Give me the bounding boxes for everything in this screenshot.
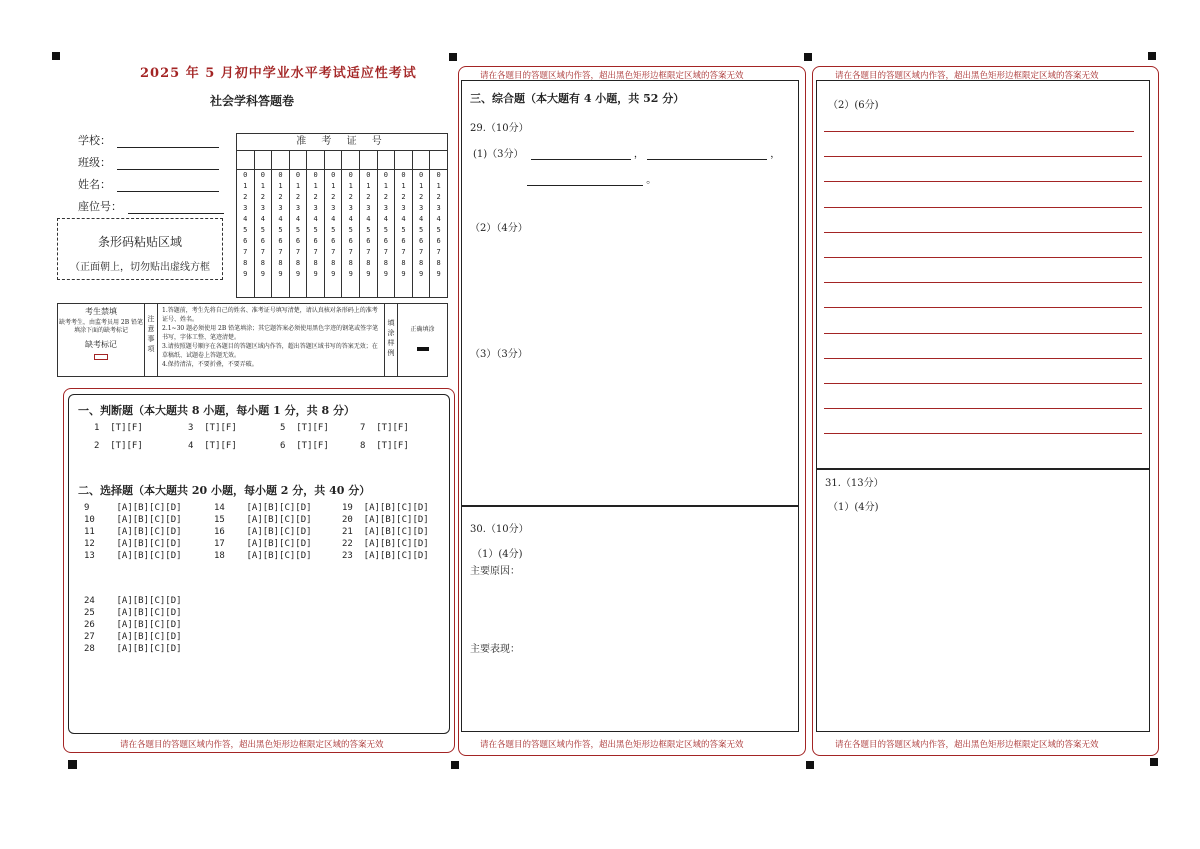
exam-digit-bubble[interactable]: 7 xyxy=(278,248,283,256)
registration-mark xyxy=(68,760,77,769)
exam-digit-bubble[interactable]: 2 xyxy=(348,193,353,201)
exam-digit-bubble[interactable]: 5 xyxy=(278,226,283,234)
exam-digit-bubble[interactable]: 2 xyxy=(295,193,301,201)
exam-digit-bubble[interactable]: 3 xyxy=(418,204,424,212)
exam-digit-bubble[interactable]: 9 xyxy=(436,270,441,278)
exam-digit-bubble[interactable]: 3 xyxy=(383,204,389,212)
exam-digit-bubble[interactable]: 4 xyxy=(278,215,283,223)
exam-digit-bubble[interactable]: 5 xyxy=(331,226,336,234)
mc-item[interactable]: 23 [A][B][C][D] xyxy=(342,551,429,561)
exam-digit-input[interactable] xyxy=(325,151,342,170)
registration-mark xyxy=(1148,52,1156,60)
mc-item[interactable]: 11 [A][B][C][D] xyxy=(84,527,182,537)
writing-line[interactable] xyxy=(824,156,1142,157)
exam-digit-bubble[interactable]: 6 xyxy=(260,237,265,245)
exam-digit-bubble[interactable]: 1 xyxy=(418,182,424,190)
exam-digit-bubble[interactable]: 0 xyxy=(348,171,353,179)
writing-line[interactable] xyxy=(824,433,1142,434)
exam-digit-bubble[interactable]: 2 xyxy=(383,193,389,201)
exam-digit-bubble[interactable]: 8 xyxy=(331,259,336,267)
writing-line[interactable] xyxy=(824,257,1142,258)
exam-digit-bubble[interactable]: 6 xyxy=(278,237,283,245)
part3-title: 三、综合题（本大题有 4 小题，共 52 分） xyxy=(470,92,685,105)
exam-number-label: 准 考 证 号 xyxy=(237,134,447,151)
writing-line[interactable] xyxy=(824,333,1142,334)
mc-item[interactable]: 9 [A][B][C][D] xyxy=(84,503,182,513)
tf-item[interactable]: 3 [T][F] xyxy=(188,423,237,433)
exam-digit-bubble[interactable]: 6 xyxy=(313,237,318,245)
exam-digit-bubble[interactable]: 4 xyxy=(348,215,353,223)
exam-digit-column[interactable] xyxy=(325,151,343,297)
warning-text: 请在各题目的答题区域内作答，超出黑色矩形边框限定区域的答案无效 xyxy=(120,740,384,750)
mc-item[interactable]: 13 [A][B][C][D] xyxy=(84,551,182,561)
exam-digit-bubble[interactable]: 7 xyxy=(366,248,371,256)
tf-item[interactable]: 8 [T][F] xyxy=(360,441,409,451)
exam-digit-bubble[interactable]: 2 xyxy=(278,193,283,201)
warning-text: 请在各题目的答题区域内作答，超出黑色矩形边框限定区域的答案无效 xyxy=(480,71,744,81)
exam-digit-column[interactable] xyxy=(342,151,360,297)
exam-digit-bubble[interactable]: 0 xyxy=(331,171,336,179)
writing-line[interactable] xyxy=(824,232,1142,233)
registration-mark xyxy=(806,761,814,769)
exam-digit-bubble[interactable]: 9 xyxy=(313,270,318,278)
exam-digit-bubble[interactable]: 4 xyxy=(243,215,248,223)
exam-digit-bubble[interactable]: 1 xyxy=(260,182,265,190)
exam-digit-bubble[interactable]: 2 xyxy=(243,193,248,201)
exam-digit-bubble[interactable]: 0 xyxy=(313,171,318,179)
exam-digit-bubble[interactable]: 7 xyxy=(331,248,336,256)
exam-digit-bubble[interactable]: 2 xyxy=(260,193,265,201)
tf-item[interactable]: 6 [T][F] xyxy=(280,441,329,451)
exam-digit-bubble[interactable]: 0 xyxy=(366,171,371,179)
barcode-area xyxy=(57,218,223,280)
exam-digit-bubble[interactable]: 5 xyxy=(313,226,318,234)
exam-digit-bubble[interactable]: 7 xyxy=(418,248,424,256)
tf-item[interactable]: 5 [T][F] xyxy=(280,423,329,433)
exam-digit-bubble[interactable]: 4 xyxy=(295,215,301,223)
correct-label: 正确填涂 xyxy=(410,326,435,333)
exam-digit-bubble[interactable]: 1 xyxy=(366,182,371,190)
main-expression-label: 主要表现： xyxy=(470,644,520,655)
notice-item: 3.请按照题号顺序在各题目的答题区域内作答，超出答题区域书写的答案无效；在草稿纸、试题卷上答题无效。 xyxy=(162,343,378,359)
exam-digit-bubble[interactable]: 9 xyxy=(278,270,283,278)
mc-item[interactable]: 19 [A][B][C][D] xyxy=(342,503,429,513)
mc-item[interactable]: 12 [A][B][C][D] xyxy=(84,539,182,549)
exam-digit-column[interactable] xyxy=(272,151,290,297)
exam-digit-input[interactable] xyxy=(342,151,359,170)
exam-digit-bubble[interactable]: 3 xyxy=(348,204,353,212)
exam-digit-bubble[interactable]: 3 xyxy=(331,204,336,212)
exam-digit-bubble[interactable]: 2 xyxy=(418,193,424,201)
registration-mark xyxy=(1150,758,1158,766)
main-reason-label: 主要原因： xyxy=(470,566,520,577)
q29-label: 29.（10分） xyxy=(470,123,529,134)
exam-digit-bubble[interactable]: 4 xyxy=(313,215,318,223)
exam-digit-bubble[interactable]: 6 xyxy=(418,237,424,245)
exam-digit-bubble[interactable]: 4 xyxy=(418,215,424,223)
name-field[interactable]: 姓名： xyxy=(78,176,219,192)
exam-digit-bubble[interactable]: 2 xyxy=(331,193,336,201)
exam-digit-input[interactable] xyxy=(378,151,395,170)
exam-digit-bubble[interactable]: 5 xyxy=(383,226,389,234)
q29-1-label: (1)（3分） ， ， xyxy=(473,149,781,160)
exam-digit-bubble[interactable]: 1 xyxy=(401,182,406,190)
school-field[interactable]: 学校： xyxy=(78,132,219,148)
answer-blank[interactable] xyxy=(527,176,643,186)
exam-digit-bubble[interactable]: 0 xyxy=(418,171,424,179)
warning-text: 请在各题目的答题区域内作答，超出黑色矩形边框限定区域的答案无效 xyxy=(835,71,1099,81)
example-label: 填涂样例 xyxy=(385,304,398,376)
absent-label: 缺考标记 xyxy=(85,340,117,349)
mc-item[interactable]: 21 [A][B][C][D] xyxy=(342,527,429,537)
exam-digit-input[interactable] xyxy=(395,151,412,170)
mc-item[interactable]: 20 [A][B][C][D] xyxy=(342,515,429,525)
q29-1-line2: 。 xyxy=(527,171,656,186)
tf-item[interactable]: 4 [T][F] xyxy=(188,441,237,451)
exam-digit-column[interactable] xyxy=(395,151,413,297)
exam-digit-bubble[interactable]: 7 xyxy=(243,248,248,256)
exam-digit-bubble[interactable]: 4 xyxy=(331,215,336,223)
exam-digit-bubble[interactable]: 6 xyxy=(383,237,389,245)
q29-3-label: （3）（3分） xyxy=(470,349,528,360)
exam-digit-column[interactable] xyxy=(255,151,273,297)
exam-digit-bubble[interactable]: 7 xyxy=(401,248,406,256)
exam-digit-bubble[interactable]: 9 xyxy=(243,270,248,278)
writing-line[interactable] xyxy=(824,307,1142,308)
exam-digit-bubble[interactable]: 6 xyxy=(366,237,371,245)
exam-digit-bubble[interactable]: 8 xyxy=(401,259,406,267)
mc-item[interactable]: 27 [A][B][C][D] xyxy=(84,632,182,642)
writing-line[interactable] xyxy=(824,408,1142,409)
exam-digit-column[interactable] xyxy=(290,151,308,297)
examinee-text: 缺考考生，由监考员用 2B 铅笔填涂下面的缺考标记 xyxy=(58,319,144,334)
exam-digit-bubble[interactable]: 7 xyxy=(436,248,441,256)
exam-digit-bubble[interactable]: 6 xyxy=(436,237,441,245)
exam-digit-bubble[interactable]: 3 xyxy=(401,204,406,212)
exam-digit-column[interactable] xyxy=(378,151,396,297)
mc-item[interactable]: 24 [A][B][C][D] xyxy=(84,596,182,606)
exam-digit-bubble[interactable]: 8 xyxy=(278,259,283,267)
exam-digit-bubble[interactable]: 5 xyxy=(243,226,248,234)
exam-digit-bubble[interactable]: 6 xyxy=(401,237,406,245)
class-field[interactable]: 班级： xyxy=(78,154,219,170)
exam-digit-bubble[interactable]: 4 xyxy=(436,215,441,223)
answer-blank[interactable] xyxy=(647,150,767,160)
exam-digit-bubble[interactable]: 7 xyxy=(313,248,318,256)
exam-digit-bubble[interactable]: 4 xyxy=(401,215,406,223)
exam-digit-bubble[interactable]: 3 xyxy=(295,204,301,212)
barcode-note: （正面朝上，切勿贴出虚线方框 xyxy=(70,262,210,273)
mc-item[interactable]: 22 [A][B][C][D] xyxy=(342,539,429,549)
notice-item: 2.1~30 题必须使用 2B 铅笔填涂；其它题答案必须使用黑色字迹的钢笔或签字笔书写，字体工整、笔迹清楚。 xyxy=(162,325,379,341)
exam-digit-input[interactable] xyxy=(307,151,324,170)
exam-digit-bubble[interactable]: 8 xyxy=(436,259,441,267)
part1-title: 一、判断题（本大题共 8 小题，每小题 1 分，共 8 分） xyxy=(78,404,355,417)
notes-box xyxy=(57,303,448,377)
exam-digit-bubble[interactable]: 8 xyxy=(418,259,424,267)
exam-digit-input[interactable] xyxy=(360,151,377,170)
q30-1-label: （1）(4分) xyxy=(472,549,523,560)
exam-digit-bubble[interactable]: 2 xyxy=(401,193,406,201)
q29-2-label: （2）（4分） xyxy=(470,223,528,234)
exam-digit-bubble[interactable]: 9 xyxy=(401,270,406,278)
exam-digit-input[interactable] xyxy=(237,151,254,170)
exam-digit-bubble[interactable]: 0 xyxy=(295,171,301,179)
writing-line[interactable] xyxy=(824,383,1142,384)
exam-digit-bubble[interactable]: 5 xyxy=(348,226,353,234)
exam-digit-bubble[interactable]: 6 xyxy=(295,237,301,245)
registration-mark xyxy=(451,761,459,769)
exam-digit-bubble[interactable]: 1 xyxy=(331,182,336,190)
exam-digit-bubble[interactable]: 6 xyxy=(331,237,336,245)
exam-digit-bubble[interactable]: 5 xyxy=(260,226,265,234)
exam-digit-bubble[interactable]: 9 xyxy=(348,270,353,278)
exam-digit-bubble[interactable]: 2 xyxy=(313,193,318,201)
exam-digit-column[interactable] xyxy=(237,151,255,297)
exam-digit-input[interactable] xyxy=(430,151,447,170)
writing-line[interactable] xyxy=(824,207,1142,208)
exam-digit-bubble[interactable]: 9 xyxy=(383,270,389,278)
exam-digit-bubble[interactable]: 1 xyxy=(436,182,441,190)
tf-item[interactable]: 1 [T][F] xyxy=(94,423,143,433)
exam-digit-bubble[interactable]: 9 xyxy=(260,270,265,278)
exam-digit-input[interactable] xyxy=(272,151,289,170)
exam-digit-bubble[interactable]: 0 xyxy=(278,171,283,179)
exam-digit-bubble[interactable]: 5 xyxy=(436,226,441,234)
exam-digit-bubble[interactable]: 9 xyxy=(366,270,371,278)
exam-digit-bubble[interactable]: 0 xyxy=(436,171,441,179)
exam-digit-bubble[interactable]: 3 xyxy=(243,204,248,212)
exam-digit-bubble[interactable]: 0 xyxy=(383,171,389,179)
writing-line[interactable] xyxy=(824,181,1142,182)
exam-digit-bubble[interactable]: 5 xyxy=(418,226,424,234)
exam-digit-bubble[interactable]: 3 xyxy=(278,204,283,212)
exam-digit-bubble[interactable]: 2 xyxy=(436,193,441,201)
barcode-label: 条形码粘贴区域 xyxy=(97,235,182,249)
exam-digit-bubble[interactable]: 8 xyxy=(348,259,353,267)
writing-line[interactable] xyxy=(824,131,1134,132)
writing-line[interactable] xyxy=(824,358,1142,359)
exam-digit-bubble[interactable]: 7 xyxy=(260,248,265,256)
q30-label: 30.（10分） xyxy=(470,524,529,535)
exam-digit-bubble[interactable]: 5 xyxy=(295,226,301,234)
exam-digit-bubble[interactable]: 0 xyxy=(401,171,406,179)
mc-item[interactable]: 14 [A][B][C][D] xyxy=(214,503,312,513)
notice-item: 1.答题前，考生先将自己的姓名、准考证号填写清楚，请认真核对条形码上的准考证号、姓名。 xyxy=(162,307,378,323)
exam-digit-bubble[interactable]: 9 xyxy=(295,270,301,278)
exam-digit-bubble[interactable]: 7 xyxy=(295,248,301,256)
exam-digit-input[interactable] xyxy=(290,151,307,170)
tf-item[interactable]: 2 [T][F] xyxy=(94,441,143,451)
notice-item: 4.保持清洁，不要折叠，不要弄破。 xyxy=(162,361,258,368)
exam-digit-bubble[interactable]: 3 xyxy=(436,204,441,212)
exam-digit-bubble[interactable]: 1 xyxy=(313,182,318,190)
exam-digit-bubble[interactable]: 4 xyxy=(383,215,389,223)
exam-digit-bubble[interactable]: 0 xyxy=(243,171,248,179)
exam-digit-column[interactable] xyxy=(430,151,447,297)
warning-text: 请在各题目的答题区域内作答，超出黑色矩形边框限定区域的答案无效 xyxy=(835,740,1099,750)
registration-mark xyxy=(52,52,60,60)
q30-2-label: （2）(6分) xyxy=(828,100,879,111)
exam-digit-bubble[interactable]: 2 xyxy=(366,193,371,201)
q31-1-label: （1）(4分) xyxy=(828,502,879,513)
mc-item[interactable]: 26 [A][B][C][D] xyxy=(84,620,182,630)
exam-digit-bubble[interactable]: 8 xyxy=(260,259,265,267)
exam-digit-bubble[interactable]: 6 xyxy=(348,237,353,245)
mc-item[interactable]: 25 [A][B][C][D] xyxy=(84,608,182,618)
absent-mark-box[interactable] xyxy=(94,354,108,360)
q30-2-answer-box[interactable] xyxy=(816,80,1150,470)
exam-digit-bubble[interactable]: 3 xyxy=(313,204,318,212)
notice-label: 注意事项 xyxy=(145,304,158,376)
answer-blank[interactable] xyxy=(531,150,631,160)
exam-digit-bubble[interactable]: 8 xyxy=(313,259,318,267)
exam-digit-bubble[interactable]: 6 xyxy=(243,237,248,245)
exam-digit-column[interactable] xyxy=(307,151,325,297)
part2-title: 二、选择题（本大题共 20 小题，每小题 2 分，共 40 分） xyxy=(78,484,371,497)
exam-number-grid xyxy=(236,133,448,298)
exam-digit-bubble[interactable]: 1 xyxy=(348,182,353,190)
mc-item[interactable]: 16 [A][B][C][D] xyxy=(214,527,312,537)
exam-digit-column[interactable] xyxy=(360,151,378,297)
mc-item[interactable]: 28 [A][B][C][D] xyxy=(84,644,182,654)
exam-digit-bubble[interactable]: 3 xyxy=(260,204,265,212)
exam-digit-bubble[interactable]: 9 xyxy=(331,270,336,278)
exam-digit-bubble[interactable]: 1 xyxy=(383,182,389,190)
mc-item[interactable]: 18 [A][B][C][D] xyxy=(214,551,312,561)
exam-digit-bubble[interactable]: 1 xyxy=(295,182,301,190)
seat-field[interactable]: 座位号： xyxy=(78,198,224,214)
exam-digit-bubble[interactable]: 5 xyxy=(366,226,371,234)
exam-digit-input[interactable] xyxy=(255,151,272,170)
mc-item[interactable]: 17 [A][B][C][D] xyxy=(214,539,312,549)
exam-digit-bubble[interactable]: 1 xyxy=(243,182,248,190)
registration-mark xyxy=(804,53,812,61)
exam-digit-bubble[interactable]: 4 xyxy=(260,215,265,223)
exam-digit-bubble[interactable]: 7 xyxy=(383,248,389,256)
exam-digit-bubble[interactable]: 7 xyxy=(348,248,353,256)
exam-digit-bubble[interactable]: 8 xyxy=(295,259,301,267)
exam-digit-bubble[interactable]: 5 xyxy=(401,226,406,234)
tf-item[interactable]: 7 [T][F] xyxy=(360,423,409,433)
warning-text: 请在各题目的答题区域内作答，超出黑色矩形边框限定区域的答案无效 xyxy=(480,740,744,750)
q31-label: 31.（13分） xyxy=(825,478,884,489)
exam-digit-bubble[interactable]: 1 xyxy=(278,182,283,190)
examinee-title: 考生禁填 xyxy=(85,307,117,316)
exam-title: 2025 年 5 月初中学业水平考试适应性考试 xyxy=(140,66,417,81)
exam-digit-column[interactable] xyxy=(413,151,431,297)
exam-digit-bubble[interactable]: 8 xyxy=(366,259,371,267)
mc-item[interactable]: 10 [A][B][C][D] xyxy=(84,515,182,525)
correct-fill-sample xyxy=(417,347,429,351)
mc-item[interactable]: 15 [A][B][C][D] xyxy=(214,515,312,525)
exam-digit-bubble[interactable]: 3 xyxy=(366,204,371,212)
exam-digit-bubble[interactable]: 0 xyxy=(260,171,265,179)
exam-digit-bubble[interactable]: 9 xyxy=(418,270,424,278)
exam-digit-bubble[interactable]: 8 xyxy=(243,259,248,267)
writing-line[interactable] xyxy=(824,282,1142,283)
exam-digit-input[interactable] xyxy=(413,151,430,170)
q30-answer-box[interactable] xyxy=(461,505,799,732)
registration-mark xyxy=(449,53,457,61)
answer-sheet-subtitle: 社会学科答题卷 xyxy=(210,94,295,108)
exam-digit-bubble[interactable]: 4 xyxy=(366,215,371,223)
exam-digit-bubble[interactable]: 8 xyxy=(383,259,389,267)
